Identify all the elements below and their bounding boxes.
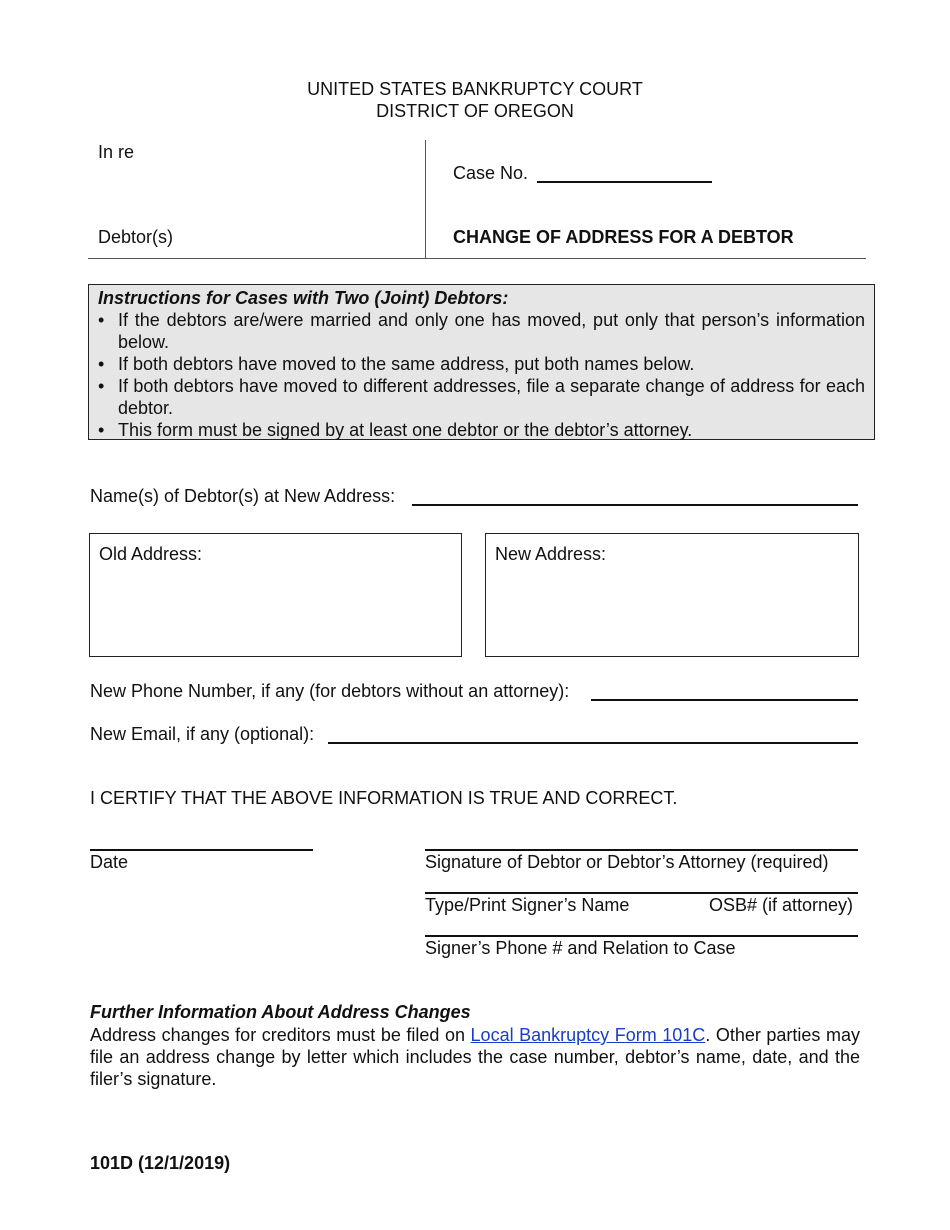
instruction-item: • This form must be signed by at least one debtor or the debtor’s attorney. <box>98 419 865 441</box>
court-header <box>0 78 950 122</box>
form-number: 101D (12/1/2019) <box>90 1153 231 1173</box>
court-name: UNITED STATES BANKRUPTCY COURT <box>307 79 643 99</box>
old-address-label: Old Address: <box>99 544 203 564</box>
new-address-label: New Address: <box>495 544 607 564</box>
further-info-title: Further Information About Address Changes <box>90 1002 471 1022</box>
in-re-label: In re <box>98 142 135 162</box>
instructions-list <box>98 309 865 441</box>
new-phone-label: New Phone Number, if any (for debtors without an attorney): <box>90 681 570 701</box>
osb-number-label: OSB# (if attorney) <box>709 895 854 915</box>
signer-name-line[interactable] <box>425 892 858 894</box>
instructions-title: Instructions for Cases with Two (Joint) Debtors: <box>98 288 509 308</box>
new-email-field[interactable] <box>328 742 858 744</box>
signature-line[interactable] <box>425 849 858 851</box>
date-line[interactable] <box>90 849 313 851</box>
instruction-item: • If the debtors are/were married and only one has moved, put only that person’s information below. <box>98 309 865 353</box>
local-form-101c-link[interactable]: Local Bankruptcy Form 101C <box>470 1025 706 1045</box>
debtor-names-label: Name(s) of Debtor(s) at New Address: <box>90 486 396 506</box>
caption-divider-vertical <box>425 140 426 258</box>
new-phone-field[interactable] <box>591 699 858 701</box>
debtor-names-field[interactable] <box>412 504 858 506</box>
further-info-text: Address changes for creditors must be filed on Local Bankruptcy Form 101C. Other parties may file an address change by letter which includes the case number, debtor’s name, date, and the filer’s signature. <box>90 1025 860 1089</box>
case-number-label: Case No. <box>453 163 529 183</box>
old-address-box[interactable] <box>89 533 462 657</box>
instructions-box <box>88 284 875 440</box>
case-number-field[interactable] <box>537 181 712 183</box>
form-title: CHANGE OF ADDRESS FOR A DEBTOR <box>453 227 794 247</box>
new-email-label: New Email, if any (optional): <box>90 724 315 744</box>
signer-name-label: Type/Print Signer’s Name <box>425 895 630 915</box>
caption-divider-horizontal <box>88 258 866 259</box>
instruction-item: • If both debtors have moved to the same address, put both names below. <box>98 353 865 375</box>
debtors-label: Debtor(s) <box>98 227 174 247</box>
certification-statement: I CERTIFY THAT THE ABOVE INFORMATION IS TRUE AND CORRECT. <box>90 788 678 808</box>
instruction-item: • If both debtors have moved to different addresses, file a separate change of address for each debtor. <box>98 375 865 419</box>
signature-label: Signature of Debtor or Debtor’s Attorney (required) <box>425 852 829 872</box>
date-label: Date <box>90 852 129 872</box>
signer-phone-line[interactable] <box>425 935 858 937</box>
signer-phone-relation-label: Signer’s Phone # and Relation to Case <box>425 938 736 958</box>
new-address-box[interactable] <box>485 533 859 657</box>
court-district: DISTRICT OF OREGON <box>376 101 574 121</box>
